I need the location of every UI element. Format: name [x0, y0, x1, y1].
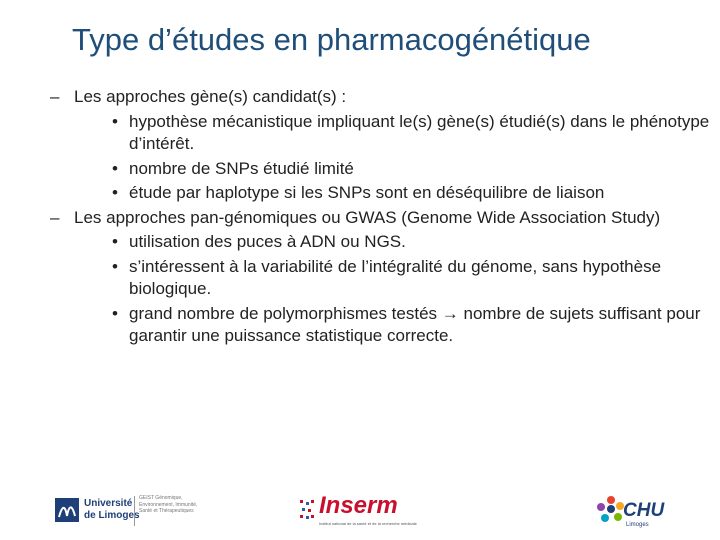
- dna-icon: [298, 498, 316, 522]
- inserm-logo: [298, 492, 443, 534]
- bullet-text: utilisation des puces à ADN ou NGS.: [129, 232, 406, 251]
- bullet-text: étude par haplotype si les SNPs sont en déséquilibre de liaison: [129, 183, 605, 202]
- bullet-text: Les approches pan-génomiques ou GWAS (Genome Wide Association Study): [74, 207, 661, 227]
- bullet-marker: •: [112, 232, 118, 251]
- bullet-level2: [50, 111, 710, 156]
- bullet-text: hypothèse mécanistique impliquant le(s) gène(s) étudié(s) dans le phénotype d’intérêt.: [129, 111, 710, 153]
- divider: [131, 496, 135, 526]
- bullet-marker: •: [112, 158, 118, 178]
- bullet-level2: [50, 256, 710, 301]
- bullet-level2: [50, 303, 710, 348]
- dash-marker: –: [50, 87, 60, 106]
- university-mark-icon: [55, 498, 79, 522]
- bullet-text-before: grand nombre de polymorphismes testés: [129, 303, 438, 323]
- university-line2: de Limoges: [84, 510, 140, 521]
- university-logo: [55, 492, 200, 534]
- bullet-level2: [50, 182, 710, 205]
- chu-name: CHU: [623, 500, 665, 521]
- chu-subtitle: Limoges: [626, 522, 649, 528]
- bullet-marker: •: [112, 111, 118, 131]
- bullet-text: nombre de SNPs étudié limité: [129, 158, 354, 178]
- bullet-level2: [50, 231, 710, 254]
- bullet-text: Les approches gène(s) candidat(s) :: [74, 87, 347, 106]
- slide-title: Type d’études en pharmacogénétique: [72, 22, 591, 57]
- bullet-text-after: nombre de sujets suffisant pour garantir une puissance statistique correcte.: [129, 303, 701, 345]
- bullet-level1: [50, 86, 710, 109]
- inserm-name: Inserm: [319, 492, 398, 519]
- bullet-marker: •: [112, 303, 118, 323]
- slide-body: [50, 86, 710, 350]
- dash-marker: –: [50, 207, 60, 227]
- footer-logos: [0, 488, 720, 540]
- inserm-subtitle: Institut national de la santé et de la recherche médicale: [319, 521, 417, 526]
- bullet-marker: •: [112, 256, 118, 276]
- bullet-level2: [50, 158, 710, 181]
- arrow-right-icon: →: [441, 303, 459, 323]
- bullet-text: s’intéressent à la variabilité de l’intégralité du génome, sans hypothèse biologique.: [129, 256, 662, 298]
- university-line1: Université: [84, 498, 133, 509]
- chu-flower-icon: [596, 494, 626, 528]
- chu-logo: [596, 490, 676, 536]
- bullet-marker: •: [112, 183, 118, 202]
- university-lab: GEIST Génomique, Environnement, Immunité, Santé et Thérapeutiques: [139, 495, 198, 514]
- bullet-level1: [50, 207, 710, 230]
